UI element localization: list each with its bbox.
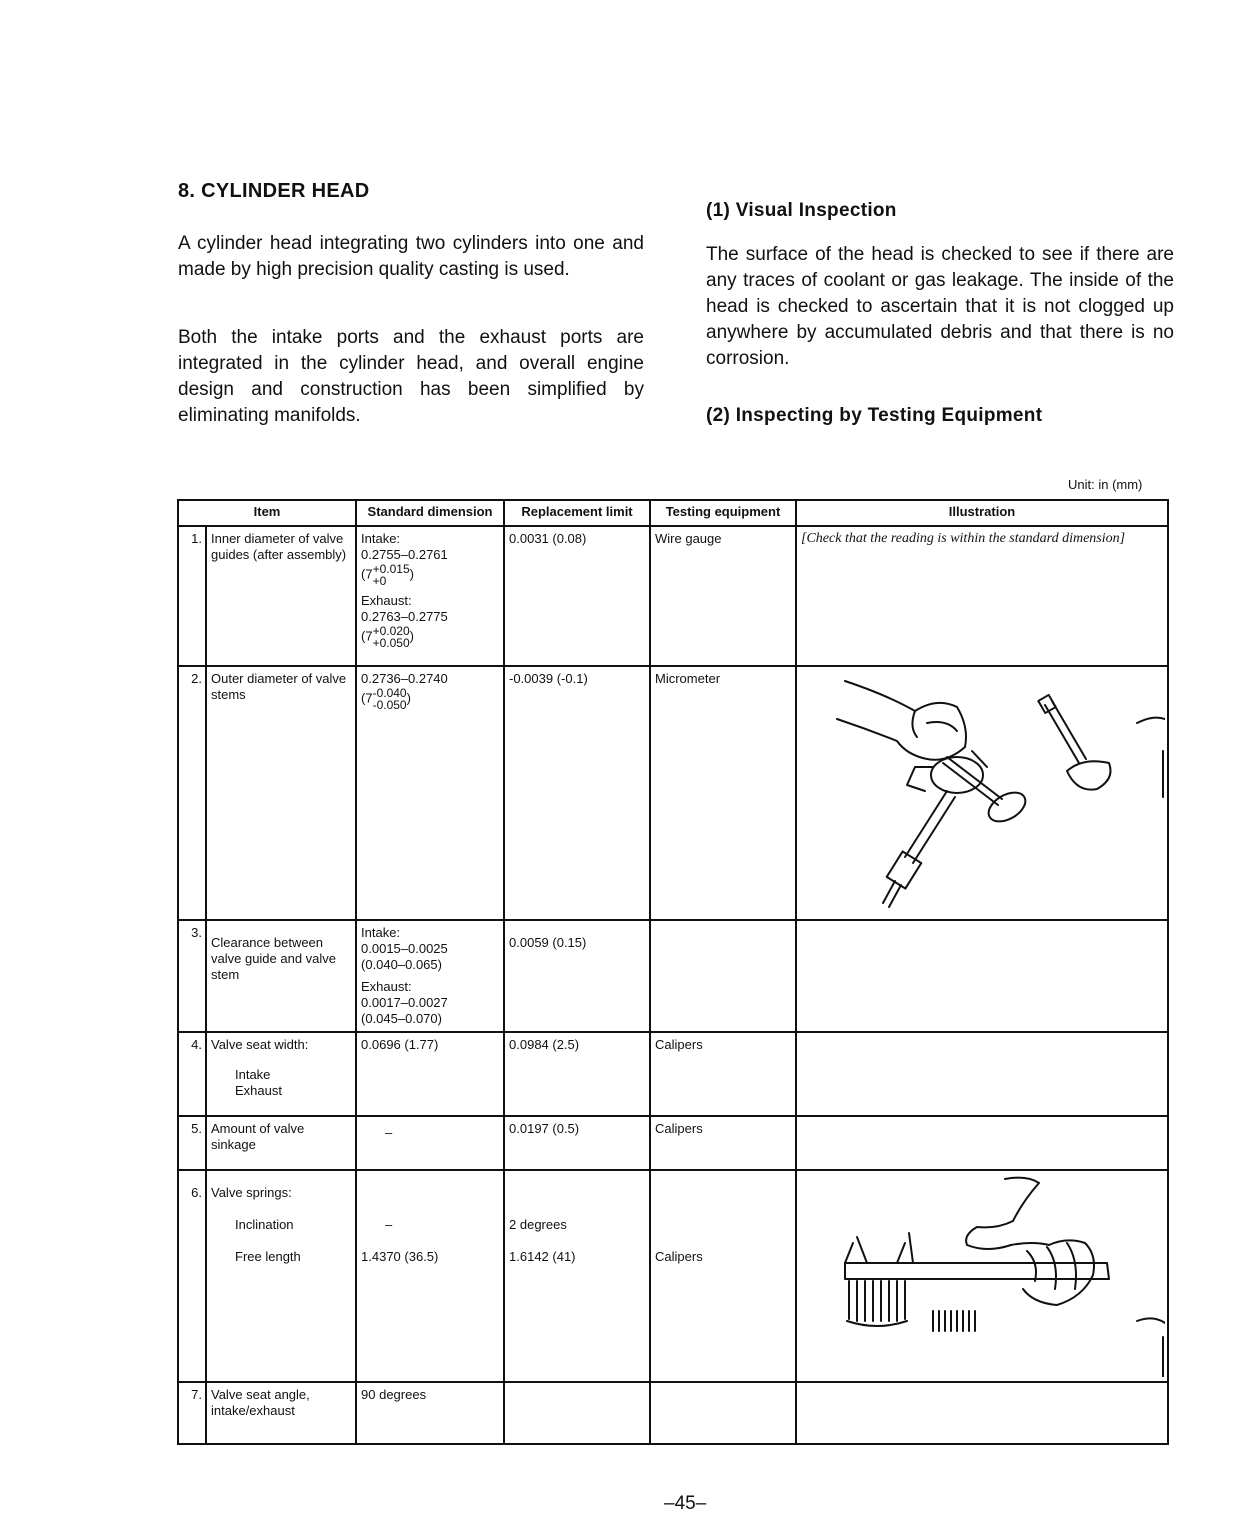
page-number: –45– xyxy=(664,1493,707,1514)
visual-inspection-text: The surface of the head is checked to see if there are any traces of coolant or gas leakage. The inside of the head is checked to ascertain that it is not clogged up anywhere by accumulated debris and that there is no corrosion. xyxy=(706,244,1174,369)
exhaust-mm: (0.045–0.070) xyxy=(361,1011,442,1026)
header-illustration: Illustration xyxy=(796,500,1168,526)
table-header-row xyxy=(178,500,1168,526)
item-label: Valve seat width: xyxy=(211,1037,309,1052)
calipers-illustration xyxy=(797,1171,1165,1377)
item-sub-intake: Intake xyxy=(235,1067,271,1082)
limit-cell: 0.0059 (0.15) xyxy=(504,920,650,1032)
ports-paragraph: Both the intake ports and the exhaust ports are integrated in the cylinder head, and overall engine design and construction has been simplified by eliminating manifolds. xyxy=(178,327,644,426)
standard-cell: 90 degrees xyxy=(356,1382,504,1444)
limit-cell: 0.0197 (0.5) xyxy=(504,1116,650,1170)
item-cell: Valve seat angle, intake/exhaust xyxy=(206,1382,356,1444)
item-sub-free-length: Free length xyxy=(235,1249,301,1264)
standard-cell xyxy=(356,526,504,666)
row-number: 7. xyxy=(178,1382,206,1444)
header-equipment: Testing equipment xyxy=(650,500,796,526)
free-length-limit: 1.6142 (41) xyxy=(509,1249,576,1264)
visual-inspection-heading: (1) Visual Inspection xyxy=(706,200,897,221)
header-item: Item xyxy=(178,500,356,526)
exhaust-tolerance: (7+0.020 +0.050) xyxy=(361,624,414,650)
illustration-cell xyxy=(796,1032,1168,1116)
item-cell: Inner diameter of valve guides (after assembly) xyxy=(206,526,356,666)
row-number: 4. xyxy=(178,1032,206,1116)
illustration-cell xyxy=(796,1170,1168,1382)
item-label: Valve springs: xyxy=(211,1185,292,1200)
intake-value: 0.2755–0.2761 xyxy=(361,547,448,562)
illustration-cell xyxy=(796,666,1168,920)
spec-table xyxy=(177,499,1169,1445)
section-heading: 8. CYLINDER HEAD xyxy=(178,180,370,202)
standard-cell xyxy=(356,666,504,920)
row-number: 6. xyxy=(178,1170,206,1382)
equipment-cell: Micrometer xyxy=(650,666,796,920)
intake-value: 0.0015–0.0025 xyxy=(361,941,448,956)
equipment-cell xyxy=(650,1170,796,1382)
standard-cell xyxy=(356,1170,504,1382)
exhaust-value: 0.2763–0.2775 xyxy=(361,609,448,624)
standard-cell xyxy=(356,920,504,1032)
illustration-note: [Check that the reading is within the standard dimension] xyxy=(796,526,1168,666)
item-cell: Amount of valve sinkage xyxy=(206,1116,356,1170)
equipment-cell xyxy=(650,920,796,1032)
row-number: 1. xyxy=(178,526,206,666)
micrometer-illustration xyxy=(797,667,1165,915)
inclination-limit: 2 degrees xyxy=(509,1217,567,1232)
table-row xyxy=(178,1382,1168,1444)
limit-cell: 0.0984 (2.5) xyxy=(504,1032,650,1116)
illustration-cell xyxy=(796,920,1168,1032)
table-row xyxy=(178,1170,1168,1382)
intake-tolerance: (7+0.015 +0 ) xyxy=(361,562,414,588)
table-row xyxy=(178,526,1168,666)
equipment-cell xyxy=(650,1382,796,1444)
table-row xyxy=(178,1116,1168,1170)
table-row xyxy=(178,920,1168,1032)
stem-value: 0.2736–0.2740 xyxy=(361,671,448,686)
item-sub-inclination: Inclination xyxy=(235,1217,294,1232)
unit-label: Unit: in (mm) xyxy=(1068,477,1143,492)
equipment-label: Calipers xyxy=(655,1249,703,1264)
limit-cell: -0.0039 (-0.1) xyxy=(504,666,650,920)
equipment-cell: Calipers xyxy=(650,1032,796,1116)
standard-cell: 0.0696 (1.77) xyxy=(356,1032,504,1116)
row-number: 3. xyxy=(178,920,206,1032)
inclination-std: – xyxy=(385,1217,393,1232)
exhaust-label: Exhaust: xyxy=(361,593,412,608)
free-length-std: 1.4370 (36.5) xyxy=(361,1249,439,1264)
intake-label: Intake: xyxy=(361,925,401,940)
intake-label: Intake: xyxy=(361,531,401,546)
item-cell xyxy=(206,1032,356,1116)
equipment-cell: Calipers xyxy=(650,1116,796,1170)
illustration-cell xyxy=(796,1382,1168,1444)
equipment-cell: Wire gauge xyxy=(650,526,796,666)
row-number: 2. xyxy=(178,666,206,920)
stem-tolerance: (7-0.040 -0.050) xyxy=(361,686,411,712)
intro-paragraph: A cylinder head integrating two cylinders into one and made by high precision quality casting is used. xyxy=(178,233,644,280)
limit-cell xyxy=(504,1382,650,1444)
item-cell xyxy=(206,1170,356,1382)
exhaust-label: Exhaust: xyxy=(361,979,412,994)
exhaust-value: 0.0017–0.0027 xyxy=(361,995,448,1010)
header-standard: Standard dimension xyxy=(356,500,504,526)
illustration-cell xyxy=(796,1116,1168,1170)
table-row xyxy=(178,666,1168,920)
standard-cell: – xyxy=(356,1116,504,1170)
table-row xyxy=(178,1032,1168,1116)
item-cell: Clearance between valve guide and valve stem xyxy=(206,920,356,1032)
header-limit: Replacement limit xyxy=(504,500,650,526)
row-number: 5. xyxy=(178,1116,206,1170)
limit-cell: 0.0031 (0.08) xyxy=(504,526,650,666)
item-cell: Outer diameter of valve stems xyxy=(206,666,356,920)
testing-heading: (2) Inspecting by Testing Equipment xyxy=(706,405,1043,426)
intake-mm: (0.040–0.065) xyxy=(361,957,442,972)
item-sub-exhaust: Exhaust xyxy=(235,1083,282,1098)
limit-cell xyxy=(504,1170,650,1382)
